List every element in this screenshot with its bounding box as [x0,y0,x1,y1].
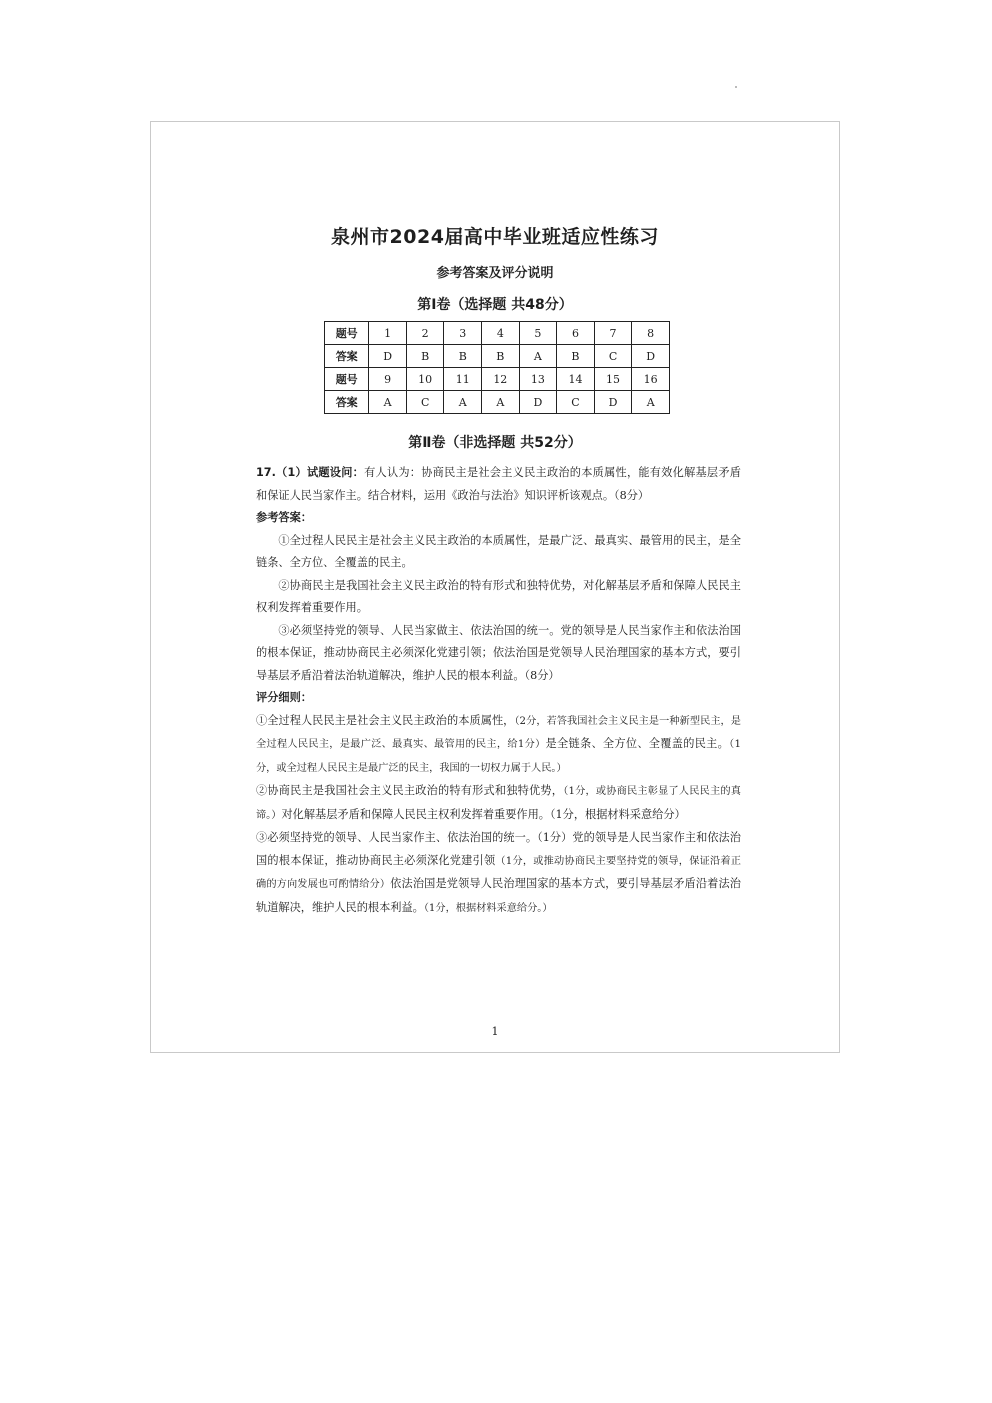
question-number-cell: 13 [519,368,557,391]
row-label-number: 题号 [325,368,369,391]
question-number-cell: 6 [557,322,595,345]
rule-text: 是全链条、全方位、全覆盖的民主。 [545,737,730,750]
reference-answer-heading: 参考答案： [256,511,312,524]
question-number: 17.（1） [256,466,307,479]
answer-cell: B [482,345,520,368]
page-number: 1 [491,1025,499,1038]
answer-cell: B [557,345,595,368]
reference-point-2: ②协商民主是我国社会主义民主政治的特有形式和独特优势，对化解基层矛盾和保障人民民主权利发挥着重要作用。 [256,578,741,614]
rule-text: 依法治国是党领导人民治理国家的基本方式，要引导基层矛盾沿着法治轨道解决，维护人民的根本利益。 [256,877,741,914]
question-number-cell: 2 [406,322,444,345]
scan-speck [735,86,737,88]
answer-cell: D [519,391,557,414]
question-number-cell: 15 [594,368,632,391]
answer-cell: C [406,391,444,414]
question-number-cell: 8 [632,322,670,345]
rule-text: 对化解基层矛盾和保障人民民主权利发挥着重要作用。（1分，根据材料采意给分） [281,807,686,821]
row-label-answer: 答案 [325,345,369,368]
answer-cell: D [632,345,670,368]
rule-note: （1分，根据材料采意给分。） [423,902,553,914]
scoring-rules-heading: 评分细则： [256,691,312,704]
document-title: 泉州市2024届高中毕业班适应性练习 [331,226,659,248]
answer-cell: A [632,391,670,414]
answer-cell: B [444,345,482,368]
answer-cell: A [482,391,520,414]
question-prompt [256,462,741,507]
answer-table [324,321,670,414]
question-number-cell: 5 [519,322,557,345]
rule-note: （1分，或推动协商民主要坚持党的领导，保证沿着正确的方向发展也可酌情给分） [256,855,741,890]
section-heading-part1: 第Ⅰ卷（选择题 共48分） [417,297,573,313]
rule-text: ①全过程人民民主是社会主义民主政治的本质属性， [256,713,515,727]
answer-cell: D [594,391,632,414]
question-number-cell: 4 [482,322,520,345]
row-label-number: 题号 [325,322,369,345]
question-number-cell: 9 [369,368,406,391]
rule-note: （1分，或全过程人民民主是最广泛的民主，我国的一切权力属于人民。） [256,739,741,774]
table-row-numbers-1 [325,322,670,345]
answer-cell: B [406,345,444,368]
scoring-rule-3 [256,827,741,920]
document-subtitle: 参考答案及评分说明 [436,266,554,281]
answer-cell: D [369,345,406,368]
rule-text: ③必须坚持党的领导、人民当家作主、依法治国的统一。（1分）党的领导是人民当家作主和依法治国的根本保证，推动协商民主必须深化党建引领 [256,831,741,867]
section-heading-part2: 第Ⅱ卷（非选择题 共52分） [408,435,582,451]
question-number-cell: 10 [406,368,444,391]
answer-cell: A [519,345,557,368]
answer-cell: A [444,391,482,414]
answer-cell: C [594,345,632,368]
answer-cell: C [557,391,595,414]
reference-point-1: ①全过程人民民主是社会主义民主政治的本质属性，是最广泛、最真实、最管用的民主，是全链条、全方位、全覆盖的民主。 [256,533,741,569]
question-number-cell: 1 [369,322,406,345]
table-row-answers-1 [325,345,670,368]
scoring-rule-1 [256,710,741,781]
reference-point-3: ③必须坚持党的领导、人民当家做主、依法治国的统一。党的领导是人民当家作主和依法治国的根本保证，推动协商民主必须深化党建引领；依法治国是党领导人民治理国家的基本方式，要引导基层矛盾沿着法治轨道解决，维护人民的根本利益。（8分） [256,623,741,682]
row-label-answer: 答案 [325,391,369,414]
scoring-rule-2 [256,780,741,827]
rule-text: ②协商民主是我国社会主义民主政治的特有形式和独特优势， [256,784,564,797]
rule-note: （1分，或协商民主彰显了人民民主的真谛。） [256,786,741,821]
question-number-cell: 12 [482,368,520,391]
table-row-numbers-2 [325,368,670,391]
question-number-cell: 16 [632,368,670,391]
document-page [150,121,840,1053]
question-number-cell: 14 [557,368,595,391]
question-text: 有人认为：协商民主是社会主义民主政治的本质属性，能有效化解基层矛盾和保证人民当家作主。结合材料，运用《政治与法治》知识评析该观点。（8分） [256,466,741,502]
question-label: 试题设问： [306,466,365,479]
rule-note: （2分，若答我国社会主义民主是一种新型民主，是全过程人民民主，是最广泛、最真实、最管用的民主，给1分） [256,715,741,750]
question-number-cell: 3 [444,322,482,345]
answer-cell: A [369,391,406,414]
question-number-cell: 11 [444,368,482,391]
question-17-block [256,462,741,920]
question-number-cell: 7 [594,322,632,345]
table-row-answers-2 [325,391,670,414]
